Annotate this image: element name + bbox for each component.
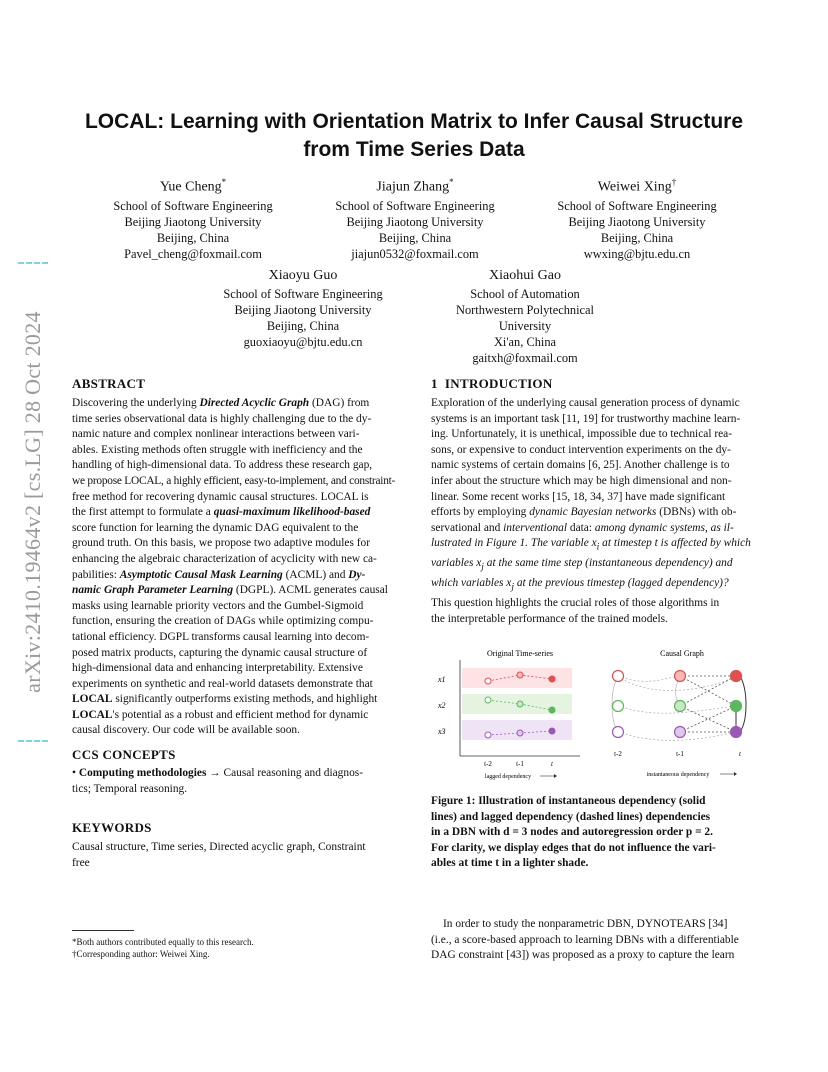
author-mark: * [221, 177, 227, 187]
row-label-x1: x1 [438, 675, 446, 684]
author-email[interactable]: Pavel_cheng@foxmail.com [124, 246, 262, 261]
paper-title: LOCAL: Learning with Orientation Matrix to Infer Causal Structure from Time Series Data [84, 110, 744, 161]
author-block-2 [322, 172, 508, 262]
ccs-body: • Computing methodologies → Causal reasoning and diagnos- tics; Temporal reasoning. [72, 767, 363, 795]
footnote-rule [72, 930, 134, 931]
intro-body: Exploration of the underlying causal generation process of dynamic systems is an important task [11, 19] for trustworthy machine learn- ing. Unfortunately, it is unethical, impossible due to technical rea- sons, or expensive to conduct intervention experiments on the dy- namic systems of certain domains [6, 25]. Another challenge is to infer about the structure which may be high dimensional and non- linear. Some recent works [15, 18, 34, 37] have made significant efforts by employing dynamic Bayesian networks (DBNs) with ob- servational and interventional data: among dynamic systems, as il- lustrated in Figure 1. The variable $x_i$ at timestep t is affected by which variables $x_j$ at the same time step (instantaneous dependency) and which variables $x_j$ at the previous timestep (lagged dependency)? This question highlights the crucial roles of those algorithms in the interpretable performance of the trained models. [431, 397, 751, 625]
author-city: Beijing, China [378, 230, 452, 245]
graph-time-t: t [739, 750, 741, 758]
author-name: Jiajun Zhang [376, 179, 450, 195]
arxiv-id: arXiv:2410.19464v2 [cs.LG] 28 Oct 2024 [20, 311, 45, 693]
intro-continuation: In order to study the nonparametric DBN, DYNOTEARS [34] (i.e., a score-based approach to learning DBNs with a differentiable DAG constraint [43]) was proposed as a proxy to capture the learn [431, 918, 739, 962]
dot-x1-t2 [485, 678, 491, 684]
node-x2-t1 [675, 701, 686, 712]
author-mark: † [671, 177, 677, 187]
author-mark: * [449, 177, 454, 187]
author-email[interactable]: wwxing@bjtu.edu.cn [583, 246, 691, 261]
author-affiliation: School of Software Engineering [335, 198, 495, 213]
row-band-red [462, 668, 572, 688]
dot-x1-t [549, 676, 555, 682]
author-affiliation: School of Software Engineering [557, 198, 717, 213]
footnote-1: *Both authors contributed equally to this research. [72, 937, 254, 947]
author-city: Beijing, China [600, 230, 674, 245]
arxiv-stamp [18, 262, 48, 742]
author-university: Beijing Jiaotong University [346, 214, 484, 229]
author-affiliation: School of Automation [470, 287, 580, 301]
author-university: Beijing Jiaotong University [568, 214, 706, 229]
keywords-body: Causal structure, Time series, Directed acyclic graph, Constraint free [72, 841, 366, 869]
dot-x3-t [549, 728, 555, 734]
dot-x1-t1 [517, 672, 523, 678]
author-block-3 [544, 172, 730, 262]
author-university: Beijing Jiaotong University [234, 303, 372, 317]
intro-heading: 1 INTRODUCTION [431, 376, 553, 391]
author-block-5 [432, 266, 618, 366]
figure-caption: Figure 1: Illustration of instantaneous dependency (solid lines) and lagged dependency (dashed lines) dependencies in a DBN with d = 3 nodes and autoregression order p = 2. For clarity, we display edges that do not influence the vari- ables at time t in a lighter shade. [431, 795, 716, 870]
dot-x2-t1 [517, 701, 523, 707]
dot-x2-t2 [485, 697, 491, 703]
figure-right-title: Causal Graph [660, 649, 704, 658]
author-block-4 [210, 266, 396, 350]
node-x1-t1 [675, 671, 686, 682]
dot-x2-t [549, 707, 555, 713]
author-city: Beijing, China [156, 230, 230, 245]
graph-time-t1: t-1 [676, 750, 684, 758]
ccs-heading: CCS CONCEPTS [72, 747, 176, 762]
graph-time-t2: t-2 [614, 750, 622, 758]
node-x3-t1 [675, 727, 686, 738]
dot-x3-t1 [517, 730, 523, 736]
author-name: Xiaoyu Guo [268, 268, 338, 283]
author-city: Xi'an, China [493, 335, 557, 349]
row-band-purple [462, 720, 572, 740]
author-university: Northwestern Polytechnical [456, 303, 594, 317]
author-affiliation: School of Software Engineering [223, 287, 383, 301]
node-x1-t2 [613, 671, 624, 682]
author-email[interactable]: jiajun0532@foxmail.com [351, 246, 479, 261]
node-x1-t [731, 671, 742, 682]
author-email[interactable]: guoxiaoyu@bjtu.edu.cn [243, 335, 363, 349]
author-name: Weiwei Xing [597, 179, 672, 195]
node-x3-t [731, 727, 742, 738]
author-block-1 [100, 172, 286, 262]
right-axis-label: instantaneous dependency [646, 772, 710, 778]
author-university-2: University [498, 319, 552, 333]
abstract-heading: ABSTRACT [72, 376, 146, 391]
node-x3-t2 [613, 727, 624, 738]
dot-x3-t2 [485, 732, 491, 738]
author-university: Beijing Jiaotong University [124, 214, 262, 229]
keywords-heading: KEYWORDS [72, 820, 152, 835]
author-email[interactable]: gaitxh@foxmail.com [472, 351, 578, 365]
node-x2-t [731, 701, 742, 712]
author-name: Xiaohui Gao [489, 268, 561, 283]
row-label-x2: x2 [438, 701, 446, 710]
row-label-x3: x3 [438, 727, 446, 736]
author-name: Yue Cheng [159, 179, 222, 195]
time-label-t2: t-2 [484, 760, 492, 768]
figure-1 [430, 640, 760, 785]
footnote-2: †Corresponding author: Weiwei Xing. [72, 949, 210, 959]
time-label-t: t [551, 760, 553, 768]
figure-left-title: Original Time-series [487, 649, 553, 658]
node-x2-t2 [613, 701, 624, 712]
time-label-t1: t-1 [516, 760, 524, 768]
author-city: Beijing, China [266, 319, 340, 333]
abstract-body: Discovering the underlying Directed Acyclic Graph (DAG) from time series observational data is highly challenging due to the dy- namic nature and complex nonlinear interactions between vari- ables. Existing methods often struggle with inefficiency and the handling of high-dimensional data. To address these research gap, we propose LOCAL, a highly efficient, easy-to-implement, and constraint- free method for recovering dynamic causal structures. LOCAL is the first attempt to formulate a quasi-maximum likelihood-based score function for learning the dynamic DAG equivalent to the ground truth. On this basis, we propose two adaptive modules for enhancing the algebraic characterization of acyclicity with new ca- pabilities: Asymptotic Causal Mask Learning (ACML) and Dy- namic Graph Parameter Learning (DGPL). ACML generates causal masks using learnable priority vectors and the Gumbel-Sigmoid function, ensuring the creation of DAGs while optimizing compu- tational efficiency. DGPL transforms causal learning into decom- posed matrix products, capturing the dynamic causal structure of high-dimensional data and enhancing interpretability. Extensive experiments on synthetic and real-world datasets demonstrate that LOCAL significantly outperforms existing methods, and highlight LOCAL's potential as a robust and efficient method for dynamic causal discovery. Our code will be available soon. [72, 397, 396, 737]
left-axis-label: lagged dependency [484, 774, 532, 780]
author-affiliation: School of Software Engineering [113, 198, 273, 213]
